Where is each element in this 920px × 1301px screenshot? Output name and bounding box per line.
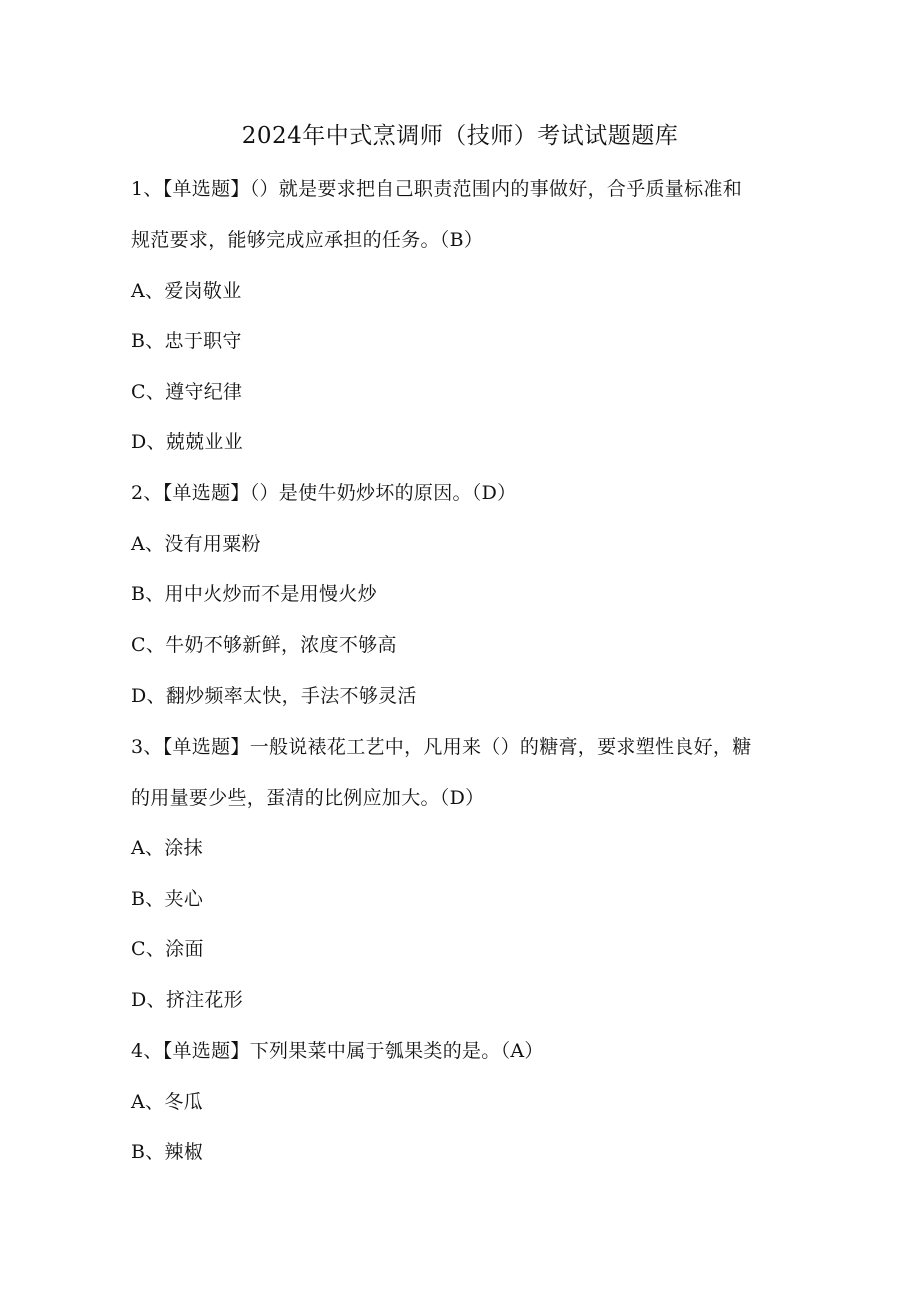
question-1-option-a: A、爱岗敬业 <box>131 280 242 302</box>
question-3-stem-line-1: 3、【单选题】一般说裱花工艺中，凡用来（）的糖膏，要求塑性良好，糖 <box>131 736 752 758</box>
question-1-option-c: C、遵守纪律 <box>131 381 243 403</box>
question-3-option-b: B、夹心 <box>131 888 204 910</box>
question-2-option-a: A、没有用粟粉 <box>131 533 261 555</box>
question-4-option-a: A、冬瓜 <box>131 1091 203 1113</box>
question-3-stem-line-2: 的用量要少些，蛋清的比例应加大。（D） <box>131 787 485 809</box>
question-4-stem-line-1: 4、【单选题】下列果菜中属于瓠果类的是。（A） <box>131 1040 544 1062</box>
question-2-option-b: B、用中火炒而不是用慢火炒 <box>131 583 377 605</box>
question-3-option-a: A、涂抹 <box>131 837 203 859</box>
question-2-option-c: C、牛奶不够新鲜，浓度不够高 <box>131 634 397 656</box>
question-1-option-b: B、忠于职守 <box>131 330 242 352</box>
question-2-option-d: D、翻炒频率太快，手法不够灵活 <box>131 685 417 707</box>
question-1-stem-line-2: 规范要求，能够完成应承担的任务。（B） <box>131 229 484 251</box>
question-3-option-d: D、挤注花形 <box>131 989 244 1011</box>
question-3-option-c: C、涂面 <box>131 938 204 960</box>
question-1-option-d: D、兢兢业业 <box>131 431 244 453</box>
question-1-stem-line-1: 1、【单选题】（）就是要求把自己职责范围内的事做好，合乎质量标准和 <box>131 178 742 200</box>
question-2-stem-line-1: 2、【单选题】（）是使牛奶炒坏的原因。（D） <box>131 482 517 504</box>
document-title: 2024年中式烹调师（技师）考试试题题库 <box>241 123 679 149</box>
question-4-option-b: B、辣椒 <box>131 1141 204 1163</box>
